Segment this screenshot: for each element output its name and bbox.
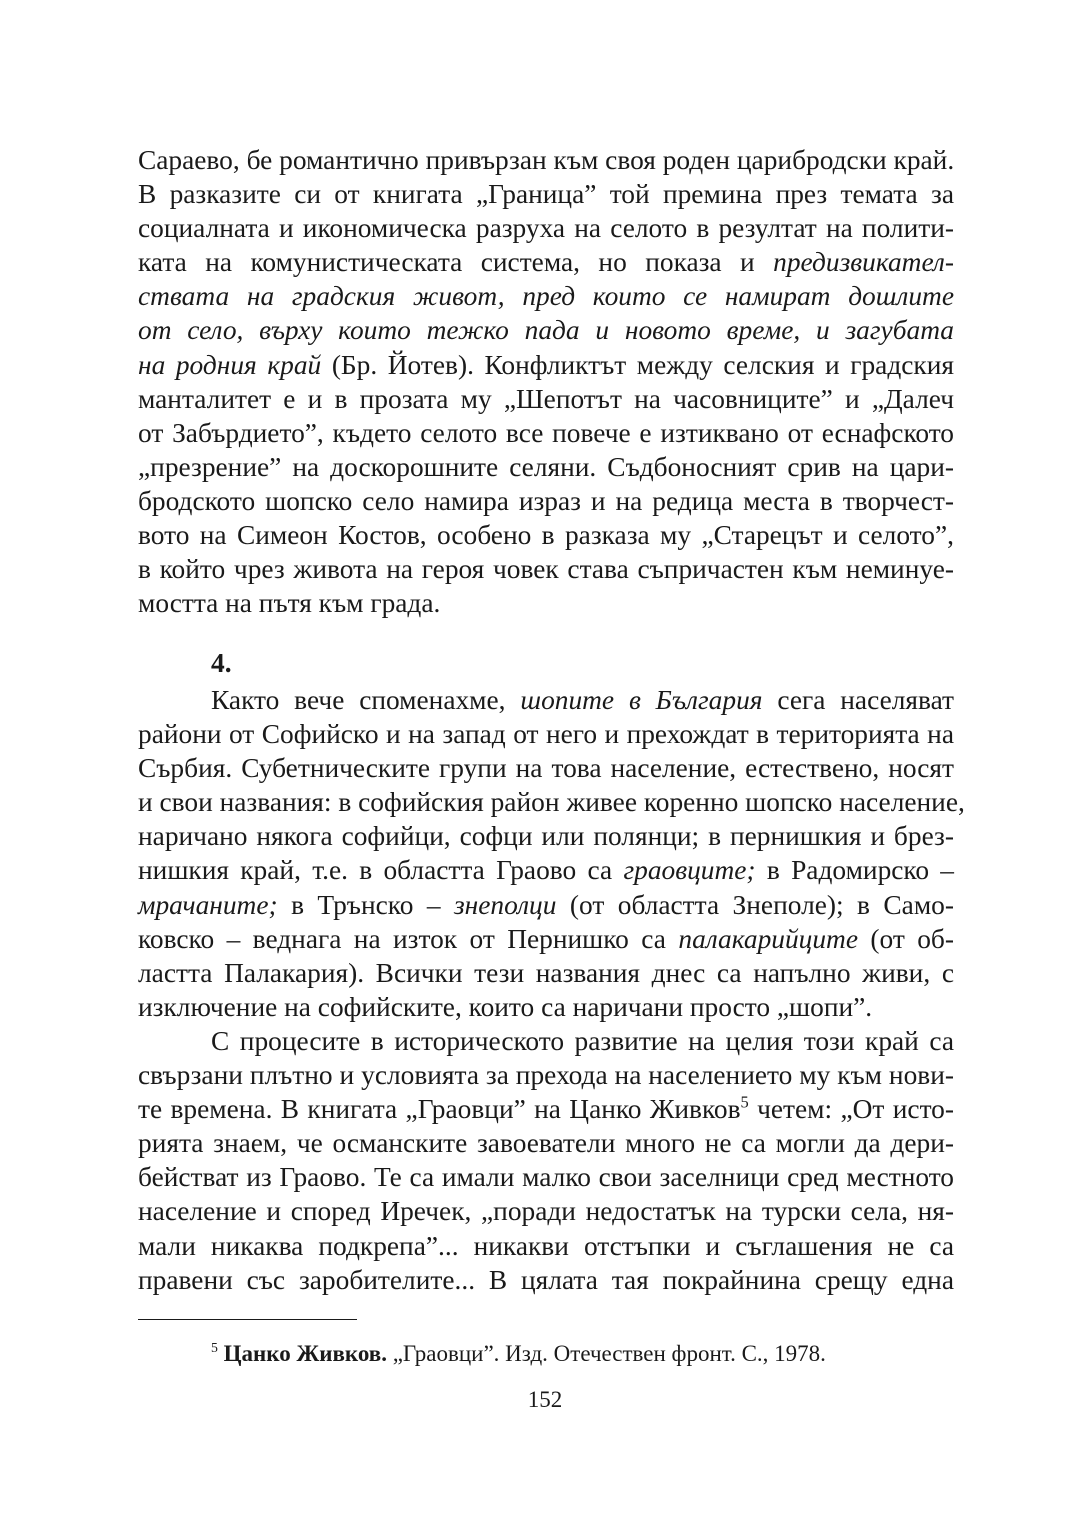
text-fragment: в Радомирско – — [766, 855, 955, 886]
text-line: вото на Симеон Костов, особено в разказа му „Старецът и селото”, — [138, 520, 954, 551]
text-line: и свои названия: в софийския район живее коренно шопско население, — [138, 787, 965, 818]
text-line: социалната и икономическа разруха на селото в резултат на полити- — [138, 213, 954, 244]
text-line: Сараево, бе романтично привързан към своя роден царибродски край. — [138, 145, 955, 175]
text-line: в който чрез живота на героя човек става съпричастен към неминуе- — [138, 554, 954, 585]
italic-fragment: от село, върху които тежко пада и новото време, и загубата — [138, 315, 954, 346]
italic-fragment: на родния край — [138, 349, 322, 380]
text-fragment: четем: „От исто- — [748, 1094, 954, 1125]
text-line — [138, 279, 954, 313]
text-fragment: нишкия край, т.е. в областта Граово са — [138, 855, 613, 886]
text-line: мали никаква подкрепа”... никакви отстъпки и съглашения не са — [138, 1230, 954, 1261]
paragraph-1 — [138, 143, 954, 620]
text-fragment: Както вече споменахме, — [211, 685, 506, 715]
footnote-reference[interactable]: 5 — [740, 1092, 749, 1112]
text-line: С процесите в историческото развитие на целия този край са — [211, 1025, 954, 1056]
footnote-divider — [138, 1319, 357, 1320]
text-line — [138, 313, 954, 347]
text-fragment: сега населяват — [777, 685, 954, 715]
text-fragment: (от областта Знеполе); в Само- — [569, 889, 954, 920]
text-line — [138, 853, 954, 887]
text-fragment: те времена. В книгата „Граовци” на Цанко Живков — [138, 1094, 741, 1125]
italic-fragment: мрачаните; — [138, 889, 278, 920]
text-line: „презрение” на доскорошните селяни. Съдбоносният срив на цари- — [138, 451, 954, 482]
italic-fragment: граовците; — [623, 855, 756, 886]
text-line: бействат из Граово. Те са имали малко свои заселници сред местното — [138, 1162, 954, 1193]
italic-fragment: ствата на градския живот, пред които се намират дошлите — [138, 281, 954, 312]
text-line: манталитет е и в прозата му „Шепотът на часовниците” и „Далеч — [138, 383, 954, 414]
text-line: В разказите си от книгата „Граница” той премина през темата за — [138, 179, 954, 210]
text-line: население и според Иречек, „поради недостатък на турски села, ня- — [138, 1196, 954, 1227]
text-line — [138, 888, 954, 922]
text-line: мостта на пътя към града. — [138, 588, 441, 619]
section-number: 4. — [211, 648, 232, 678]
text-line: свързани плътно и условията за прехода на населението му към нови- — [138, 1060, 954, 1091]
text-line: наричано някога софийци, софци или полянци; в пернишкия и брез- — [138, 821, 954, 852]
text-line — [138, 1092, 954, 1126]
italic-fragment: палакарийците — [678, 923, 858, 954]
text-fragment: в Трънско – — [291, 889, 441, 920]
text-line: правени със заробителите... В цялата тая покрайнина срещу една — [138, 1264, 954, 1295]
text-line: ластта Палакария). Всички тези названия днес са напълно живи, с — [138, 957, 954, 988]
text-line: изключение на софийските, които са наричани просто „шопи”. — [138, 991, 873, 1022]
italic-fragment: шопите в България — [520, 685, 763, 715]
text-line — [138, 348, 954, 382]
text-fragment: ковско – веднага на изток от Пернишко са — [138, 923, 666, 954]
footnote-text: „Граовци”. Изд. Отечествен фронт. С., 1978. — [386, 1341, 826, 1366]
text-fragment: ката на комунистическата система, но показа и — [138, 247, 755, 278]
text-line: бродското шопско село намира израз и на редица места в творчест- — [138, 485, 954, 516]
footnote — [211, 1340, 826, 1368]
text-line: Сърбия. Субетническите групи на това население, естествено, носят — [138, 753, 954, 784]
text-line: рията знаем, че османските завоеватели много не са могли да дери- — [138, 1128, 954, 1159]
footnote-marker: 5 — [211, 1340, 218, 1356]
text-line — [138, 922, 954, 956]
text-fragment: (от об- — [870, 923, 954, 954]
paragraph-2 — [138, 683, 965, 1297]
italic-fragment: знеполци — [453, 889, 557, 920]
text-line — [138, 245, 954, 279]
footnote-author: Цанко Живков. — [223, 1341, 387, 1366]
text-fragment: (Бр. Йотев). Конфликтът между селския и градския — [331, 349, 954, 380]
text-line: от Забърдието”, където селото все повече е изтиквано от еснафското — [138, 417, 954, 448]
text-line — [138, 683, 954, 717]
italic-fragment: предизвикател- — [773, 247, 954, 278]
text-line: райони от Софийско и на запад от него и прехождат в територията на — [138, 719, 954, 750]
page-number: 152 — [527, 1387, 563, 1412]
